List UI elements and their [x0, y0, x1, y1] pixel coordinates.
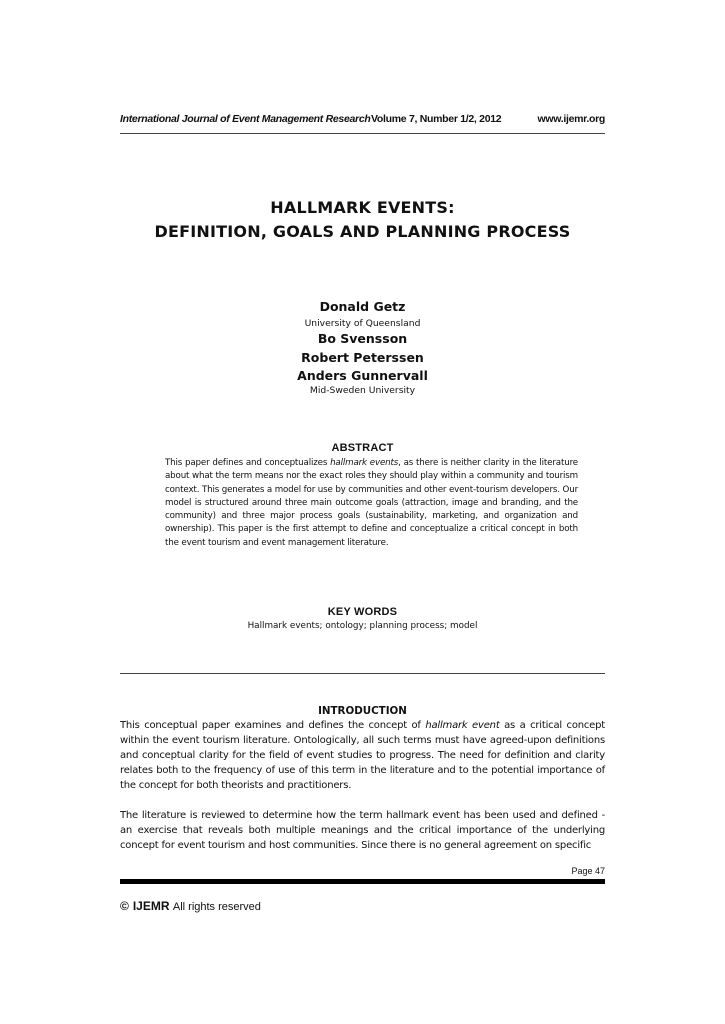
copyright-footer [120, 899, 261, 913]
abstract-emphasis: hallmark events [330, 458, 399, 468]
author-name: Donald Getz [319, 299, 406, 314]
author-affiliation: Mid-Sweden University [309, 385, 416, 396]
footer-rule [120, 879, 605, 884]
copyright-icon: © [120, 899, 129, 913]
introduction-paragraph [120, 718, 605, 793]
abstract-body [165, 457, 578, 550]
abstract-text: This paper defines and conceptualizes [165, 458, 331, 468]
paragraph-emphasis: hallmark event [425, 720, 500, 731]
journal-name: International Journal of Event Management Research [120, 113, 371, 125]
paragraph-text: as a critical concept within the event tourism literature. Ontologically, all such terms must have agreed-upon definitions and conceptual clarity for the field of event studies to progress. The need for definition and clarity relates both to the frequency of use of this term in the literature and to the potential importance of the concept for both theorists and practitioners. [120, 720, 605, 791]
footer-rights: All rights reserved [172, 901, 261, 913]
abstract-heading: ABSTRACT [331, 442, 394, 454]
header-rule [120, 133, 605, 134]
volume-info: Volume 7, Number 1/2, 2012 [371, 113, 502, 125]
keywords-heading: KEY WORDS [327, 606, 398, 618]
section-divider [120, 673, 605, 674]
introduction-paragraph: The literature is reviewed to determine how the term hallmark event has been used and defined - an exercise that reveals both multiple meanings and the critical importance of the underlying concept for event tourism and host communities. Since there is no general agreement on specific [120, 810, 605, 851]
author-name: Bo Svensson [317, 331, 408, 346]
paragraph-text: This conceptual paper examines and defines the concept of [120, 720, 426, 731]
journal-website: www.ijemr.org [537, 113, 605, 125]
author-name: Robert Peterssen [301, 350, 424, 365]
keywords-list: Hallmark events; ontology; planning process; model [247, 621, 478, 631]
introduction-heading: INTRODUCTION [318, 705, 407, 717]
running-header [120, 113, 605, 133]
paper-title-line-2: DEFINITION, GOALS AND PLANNING PROCESS [154, 222, 571, 241]
abstract-text: , as there is neither clarity in the literature about what the term means nor the exact roles they should play within a community and tourism context. This generates a model for use by communities and other event-tourism developers. Our model is structured around three main outcome goals (attraction, image and branding, and the community) and three major process goals (sustainability, marketing, and organization and ownership). This paper is the first attempt to define and conceptualize a critical concept in both the event tourism and event management literature. [165, 458, 578, 548]
footer-brand: IJEMR [132, 899, 170, 913]
author-name: Anders Gunnervall [297, 368, 428, 383]
page-number: Page 47 [571, 866, 605, 876]
paper-title-line-1: HALLMARK EVENTS: [270, 198, 455, 217]
author-affiliation: University of Queensland [304, 318, 421, 329]
